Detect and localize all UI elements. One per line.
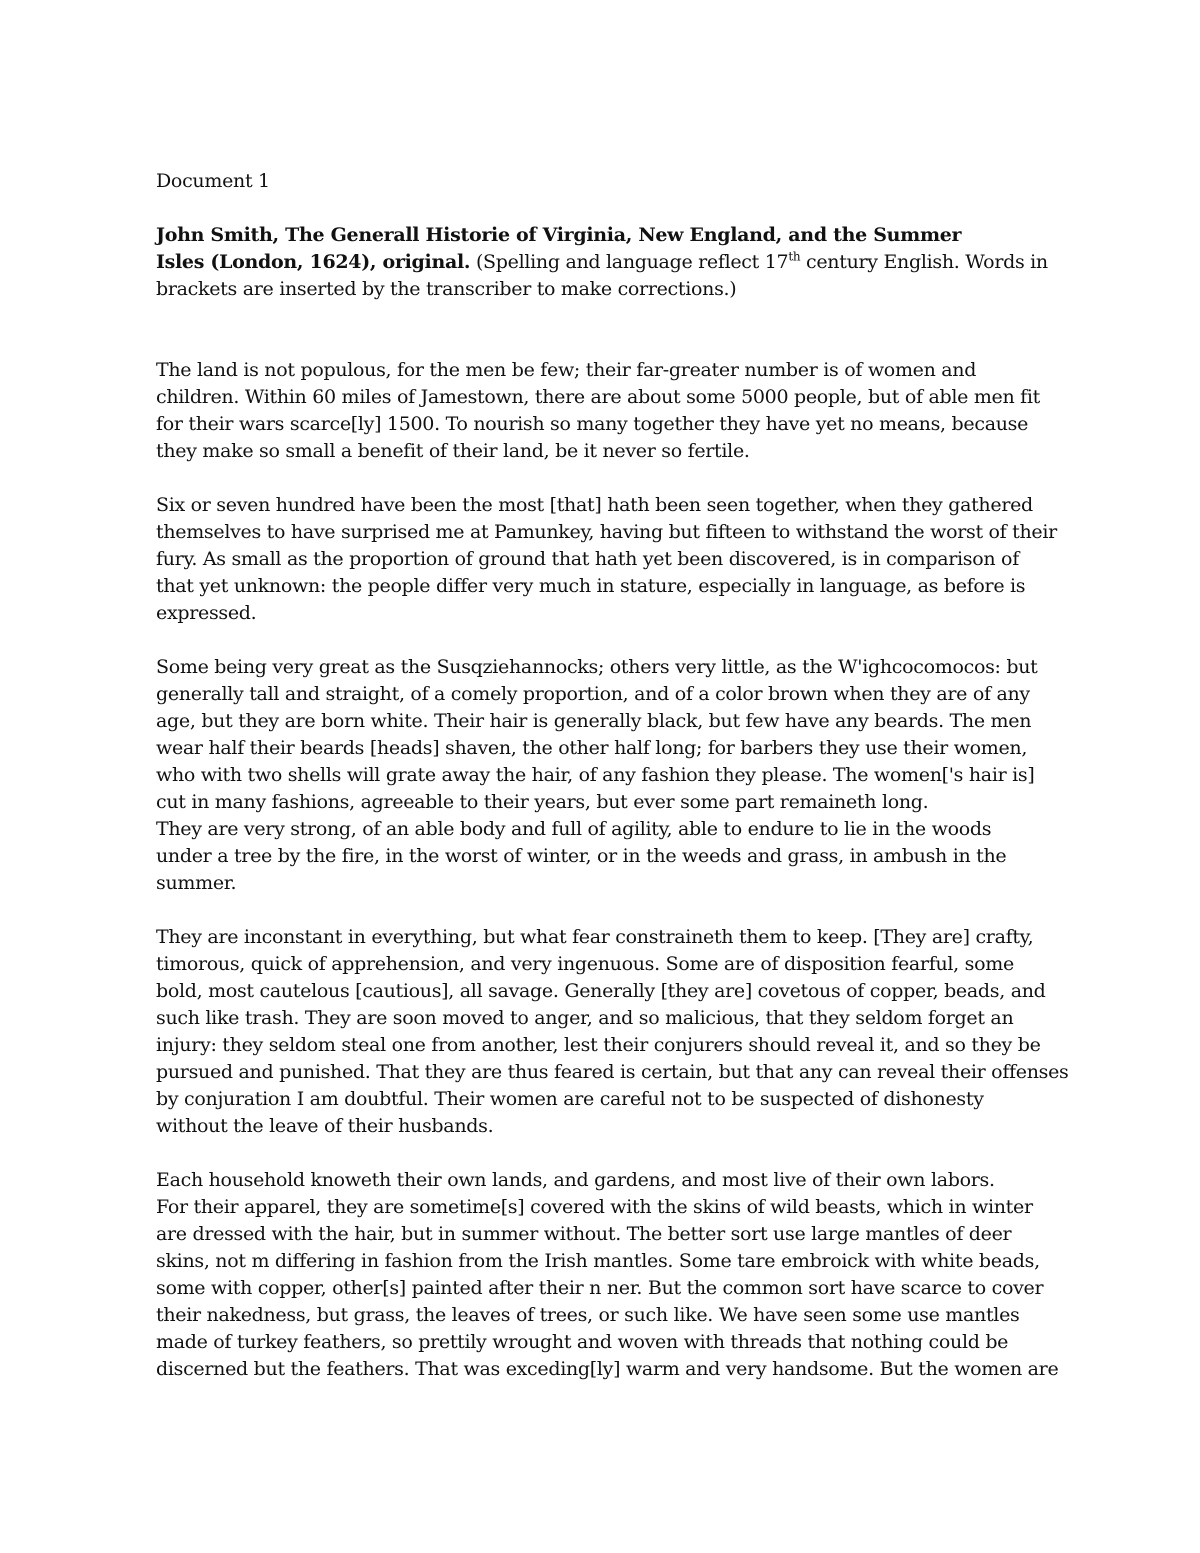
paragraph-line: without the leave of their husbands. xyxy=(156,1115,494,1137)
paragraph-line: cut in many fashions, agreeable to their years, but ever some part remaineth long. xyxy=(156,791,929,813)
citation-note-line-3: brackets are inserted by the transcriber to make corrections.) xyxy=(156,278,737,300)
paragraph-line: bold, most cautelous [cautious], all savage. Generally [they are] covetous of copper, beads, and xyxy=(156,980,1046,1002)
paragraph-5 xyxy=(156,1167,1076,1383)
paragraph-1 xyxy=(156,357,1076,465)
citation-title-line-1: John Smith, The Generall Historie of Virginia, New England, and the Summer xyxy=(156,224,962,246)
paragraph-line: generally tall and straight, of a comely proportion, and of a color brown when they are of any xyxy=(156,683,1030,705)
spacer xyxy=(156,627,1076,654)
paragraph-line: For their apparel, they are sometime[s] covered with the skins of wild beasts, which in winter xyxy=(156,1196,1033,1218)
paragraph-line: made of turkey feathers, so prettily wrought and woven with threads that nothing could be xyxy=(156,1331,1009,1353)
citation-title-line-2: Isles (London, 1624), original. xyxy=(156,251,471,273)
paragraph-line: fury. As small as the proportion of ground that hath yet been discovered, is in comparison of xyxy=(156,548,1019,570)
citation-note-b: century English. Words in xyxy=(800,251,1048,273)
citation-note-superscript: th xyxy=(788,249,801,264)
paragraph-line: children. Within 60 miles of Jamestown, there are about some 5000 people, but of able men fit xyxy=(156,386,1040,408)
citation-block xyxy=(156,222,1076,303)
paragraph-line: age, but they are born white. Their hair is generally black, but few have any beards. The men xyxy=(156,710,1032,732)
citation-note-a: (Spelling and language reflect 17 xyxy=(470,251,789,273)
spacer xyxy=(156,1140,1076,1167)
paragraph-line: Some being very great as the Susqziehannocks; others very little, as the W'ighcocomocos: but xyxy=(156,656,1038,678)
paragraph-3 xyxy=(156,654,1076,897)
paragraph-line: who with two shells will grate away the hair, of any fashion they please. The women['s hair is] xyxy=(156,764,1035,786)
paragraph-line: wear half their beards [heads] shaven, the other half long; for barbers they use their women, xyxy=(156,737,1028,759)
paragraph-line: expressed. xyxy=(156,602,257,624)
paragraph-line: some with copper, other[s] painted after their n ner. But the common sort have scarce to cover xyxy=(156,1277,1044,1299)
paragraph-line: They are very strong, of an able body and full of agility, able to endure to lie in the woods xyxy=(156,818,992,840)
paragraph-line: Six or seven hundred have been the most [that] hath been seen together, when they gathered xyxy=(156,494,1033,516)
paragraph-line: are dressed with the hair, but in summer without. The better sort use large mantles of deer xyxy=(156,1223,1012,1245)
paragraph-line: by conjuration I am doubtful. Their women are careful not to be suspected of dishonesty xyxy=(156,1088,984,1110)
paragraph-line: timorous, quick of apprehension, and very ingenuous. Some are of disposition fearful, some xyxy=(156,953,1014,975)
paragraph-line: they make so small a benefit of their land, be it never so fertile. xyxy=(156,440,750,462)
document-label: Document 1 xyxy=(156,170,270,192)
paragraph-line: injury: they seldom steal one from another, lest their conjurers should reveal it, and so they be xyxy=(156,1034,1041,1056)
paragraph-line: pursued and punished. That they are thus feared is certain, but that any can reveal their offenses xyxy=(156,1061,1069,1083)
citation-line-2 xyxy=(156,249,1076,276)
paragraph-line: They are inconstant in everything, but what fear constraineth them to keep. [They are] crafty, xyxy=(156,926,1034,948)
paragraph-line: discerned but the feathers. That was exceding[ly] warm and very handsome. But the women are xyxy=(156,1358,1059,1380)
spacer xyxy=(156,465,1076,492)
paragraph-4 xyxy=(156,924,1076,1140)
document-page xyxy=(156,168,1076,1383)
paragraph-line: for their wars scarce[ly] 1500. To nourish so many together they have yet no means, because xyxy=(156,413,1029,435)
spacer xyxy=(156,897,1076,924)
paragraph-line: their nakedness, but grass, the leaves of trees, or such like. We have seen some use mantles xyxy=(156,1304,1020,1326)
paragraph-line: Each household knoweth their own lands, and gardens, and most live of their own labors. xyxy=(156,1169,995,1191)
paragraph-2 xyxy=(156,492,1076,627)
paragraph-line: under a tree by the fire, in the worst of winter, or in the weeds and grass, in ambush in the xyxy=(156,845,1007,867)
paragraph-line: summer. xyxy=(156,872,237,894)
paragraph-line: skins, not m differing in fashion from the Irish mantles. Some tare embroick with white beads, xyxy=(156,1250,1040,1272)
paragraph-line: themselves to have surprised me at Pamunkey, having but fifteen to withstand the worst of their xyxy=(156,521,1057,543)
paragraph-line: that yet unknown: the people differ very much in stature, especially in language, as before is xyxy=(156,575,1026,597)
paragraph-line: such like trash. They are soon moved to anger, and so malicious, that they seldom forget an xyxy=(156,1007,1014,1029)
spacer xyxy=(156,303,1076,357)
paragraph-line: The land is not populous, for the men be few; their far-greater number is of women and xyxy=(156,359,977,381)
